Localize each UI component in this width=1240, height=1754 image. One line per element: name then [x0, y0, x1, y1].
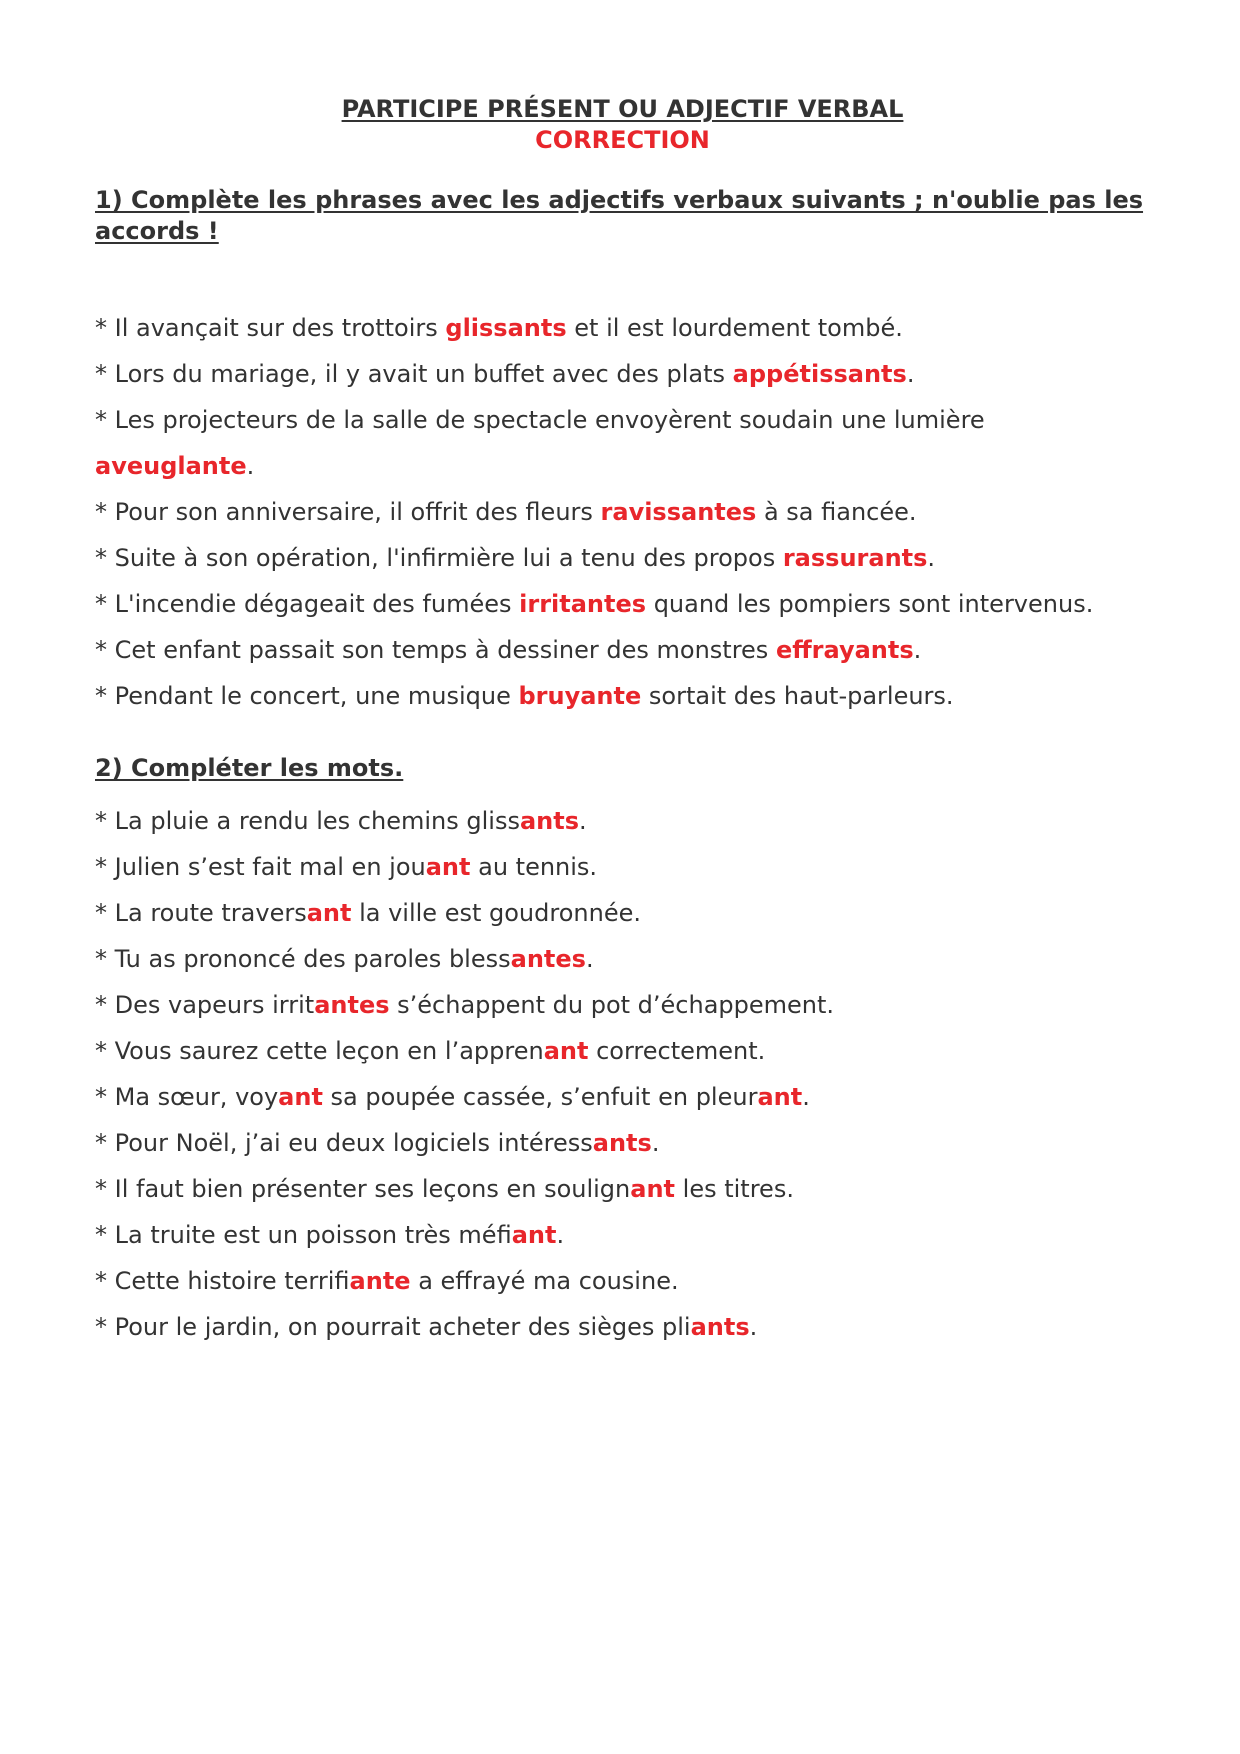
document-subtitle: CORRECTION — [535, 126, 710, 154]
section-1-heading: 1) Complète les phrases avec les adjectifs verbaux suivants ; n'oublie pas les accords ! — [95, 186, 1144, 245]
document-page — [95, 94, 1150, 1350]
list-item: * Julien s’est fait mal en jouant au tennis. — [95, 853, 598, 881]
list-item: * Il avançait sur des trottoirs glissants et il est lourdement tombé. — [95, 314, 903, 342]
answer: rassurants — [782, 544, 928, 572]
answer: ant — [278, 1083, 323, 1111]
list-item: * La truite est un poisson très méfiant. — [95, 1221, 565, 1249]
section-2-list — [95, 798, 1150, 1350]
answer: ant — [425, 853, 471, 881]
answer: ante — [349, 1267, 411, 1295]
list-item: * La pluie a rendu les chemins glissants. — [95, 807, 587, 835]
answer: ants — [519, 807, 579, 835]
list-item: * Pour Noël, j’ai eu deux logiciels intéressants. — [95, 1129, 660, 1157]
list-item: * La route traversant la ville est goudronnée. — [95, 899, 641, 927]
answer: irritantes — [519, 590, 647, 618]
list-item: * Des vapeurs irritantes s’échappent du pot d’échappement. — [95, 991, 835, 1019]
answer: ant — [630, 1175, 676, 1203]
list-item: * Cette histoire terrifiante a effrayé ma cousine. — [95, 1267, 679, 1295]
answer: ants — [592, 1129, 652, 1157]
list-item: * Ma sœur, voyant sa poupée cassée, s’enfuit en pleurant. — [95, 1083, 810, 1111]
list-item: * Vous saurez cette leçon en l’apprenant correctement. — [95, 1037, 766, 1065]
answer: ant — [511, 1221, 557, 1249]
list-item: * Pour le jardin, on pourrait acheter des sièges pliants. — [95, 1313, 758, 1341]
section-1-list — [95, 305, 1150, 719]
answer: ant — [757, 1083, 803, 1111]
list-item: * Pour son anniversaire, il offrit des fleurs ravissantes à sa fiancée. — [95, 498, 917, 526]
answer: appétissants — [732, 360, 907, 388]
answer: ant — [306, 899, 352, 927]
list-item: * Tu as prononcé des paroles blessantes. — [95, 945, 594, 973]
list-item: * Il faut bien présenter ses leçons en soulignant les titres. — [95, 1175, 794, 1203]
list-item: * L'incendie dégageait des fumées irritantes quand les pompiers sont intervenus. — [95, 590, 1094, 618]
answer: effrayants — [775, 636, 914, 664]
answer: antes — [510, 945, 586, 973]
answer: antes — [314, 991, 390, 1019]
answer: aveuglante — [95, 452, 247, 480]
answer: ravissantes — [600, 498, 757, 526]
answer: glissants — [445, 314, 567, 342]
list-item: * Suite à son opération, l'infirmière lui a tenu des propos rassurants. — [95, 544, 936, 572]
list-item: * Cet enfant passait son temps à dessiner des monstres effrayants. — [95, 636, 922, 664]
list-item: * Pendant le concert, une musique bruyante sortait des haut-parleurs. — [95, 682, 954, 710]
list-item: * Lors du mariage, il y avait un buffet avec des plats appétissants. — [95, 360, 915, 388]
list-item: * Les projecteurs de la salle de spectacle envoyèrent soudain une lumière aveuglante. — [95, 406, 985, 480]
answer: ants — [690, 1313, 750, 1341]
document-title: PARTICIPE PRÉSENT OU ADJECTIF VERBAL — [341, 95, 904, 123]
answer: ant — [543, 1037, 589, 1065]
section-2-heading: 2) Compléter les mots. — [95, 754, 404, 782]
answer: bruyante — [518, 682, 642, 710]
